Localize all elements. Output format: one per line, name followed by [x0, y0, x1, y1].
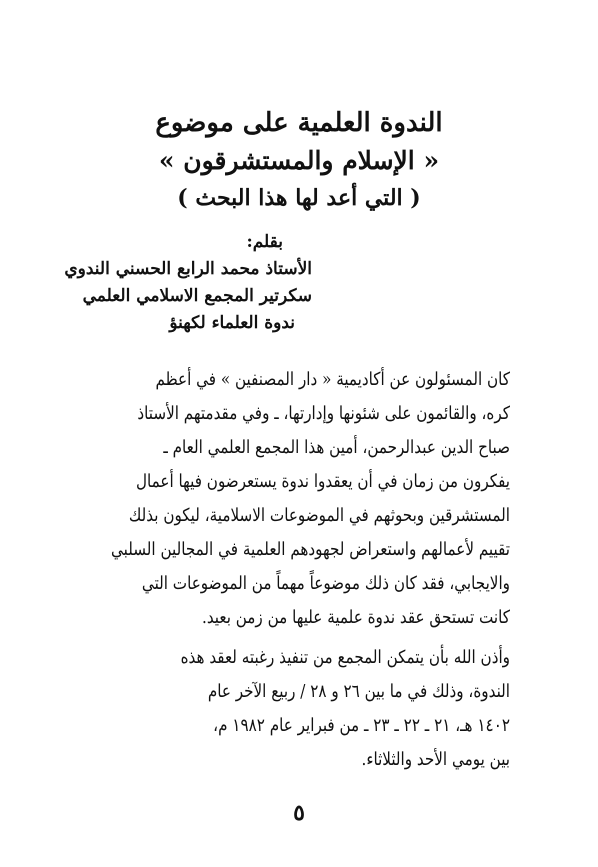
heading-note: ( التي أعد لها هذا البحث ): [177, 185, 421, 211]
body-line: والايجابي، فقد كان ذلك موضوعاً مهماً من الموضوعات التي: [141, 573, 510, 594]
body-line: ١٤٠٢ هـ، ٢١ ـ ٢٢ ـ ٢٣ ـ من فبراير عام ١٩٨٢ م،: [213, 715, 510, 736]
body-line: الندوة، وذلك في ما بين ٢٦ و ٢٨ / ربيع الآخر عام: [207, 681, 510, 702]
body-line: المستشرقين وبحوثهم في الموضوعات الاسلامية، ليكون بذلك: [128, 505, 510, 526]
page-number: ٥: [293, 800, 305, 826]
heading-title: الندوة العلمية على موضوع: [155, 108, 443, 138]
body-line: تقييم لأعمالهم واستعراض لجهودهم العلمية في المجالين السلبي: [111, 539, 510, 560]
body-line: بين يومي الأحد والثلاثاء.: [361, 749, 510, 770]
heading-subject: « الإسلام والمستشرقون »: [158, 146, 440, 175]
body-line: وأذن الله بأن يتمكن المجمع من تنفيذ رغبته لعقد هذه: [180, 647, 510, 668]
body-line: كره، والقائمون على شئونها وإدارتها، ـ وفي مقدمتهم الأستاذ: [137, 403, 510, 424]
author-place: ندوة العلماء لكهنؤ: [169, 313, 295, 333]
body-line: كان المسئولون عن أكاديمية « دار المصنفين » في أعظم: [155, 369, 511, 390]
body-line: صباح الدين عبدالرحمن، أمين هذا المجمع العلمي العام ـ: [163, 437, 510, 458]
author-role: سكرتير المجمع الاسلامي العلمي: [82, 286, 312, 306]
author-name: الأستاذ محمد الرابع الحسني الندوي: [64, 259, 312, 279]
body-line: يفكرون من زمان في أن يعقدوا ندوة يستعرضون فيها أعمال: [136, 471, 511, 492]
author-by-label: بقلم:: [246, 232, 283, 252]
body-line: كانت تستحق عقد ندوة علمية عليها من زمن بعيد.: [202, 607, 510, 628]
